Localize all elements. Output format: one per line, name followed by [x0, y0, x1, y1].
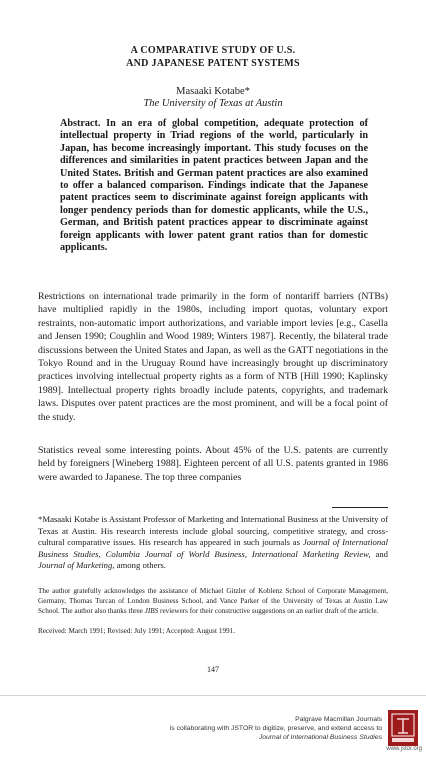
footnote-rule [332, 507, 388, 508]
author-affiliation: The University of Texas at Austin [143, 98, 283, 109]
title-line-2: AND JAPANESE PATENT SYSTEMS [126, 58, 300, 69]
abstract: Abstract. In an era of global competition, adequate protection of intellectual property in Triad regions of the world, particularly in Japan, has become increasingly important. This study focuses on the differences and similarities in patent practices between Japan and the United States. British and German patent practices are also examined to offer a balanced comparison. Findings indicate that the Japanese patent practices seem to discriminate against foreign applicants with longer pendency periods than for domestic applicants, while the U.S., German, and British patent practices appear to discriminate against foreign applicants with lower patent grant ratios than for domestic applicants. [60, 118, 368, 254]
body-paragraph-1: Restrictions on international trade primarily in the form of nontariff barriers (NTBs) have multiplied rapidly in the 1980s, including import quotas, voluntary export restraints, non-automatic import authorizations, and variable import levies [e.g., Casella and Jensen 1990; Coughlin and Wood 1989; Winters 1987]. Recently, the bilateral trade discussions between the United States and Japan, as well as the GATT negotiations in the Tokyo Round and in the Uruguay Round have increasingly brought up discriminatory practices involving intellectual property rights as a form of NTB [Hill 1990; Kaplinsky 1989]. Intellectual property rights broadly include patents, copyrights, and trademark laws. Disputes over patent practices are the most prominent, and will be a focal point of the study. [38, 291, 388, 423]
author-name: Masaaki Kotabe* [176, 86, 250, 97]
author-footnote: *Masaaki Kotabe is Assistant Professor of Marketing and International Business at the University of Texas at Austin. His research interests include global sourcing, competitive strategy, and cross-cultural comparative issues. His research has appeared in such journals as Journal of International Business Studies, Columbia Journal of World Business, International Marketing Review, and Journal of Marketing, among others. [38, 514, 389, 571]
acknowledgment: The author gratefully acknowledges the assistance of Michael Gitzler of Koblenz School of Corporate Management, Germany, Thomas Turcan of London Business School, and Vance Parker of the University of Texas at Austin Law School. The author also thanks three JIBS reviewers for their constructive suggestions on an earlier draft of the article. [38, 587, 388, 615]
jstor-logo-icon [388, 710, 418, 746]
jstor-banner [0, 696, 426, 759]
page-number: 147 [207, 665, 219, 674]
title-line-1: A COMPARATIVE STUDY OF U.S. [130, 45, 296, 56]
body-paragraph-2: Statistics reveal some interesting points. About 45% of the U.S. patents are currently held by foreigners [Wineberg 1988]. Eighteen percent of all U.S. patents granted in 1986 were awarded to Japanese. The top three companies [38, 445, 388, 483]
jstor-url[interactable]: www.jstor.org [386, 746, 422, 752]
jstor-banner-text: Palgrave Macmillan Journals is collaborating with JSTOR to digitize, preserve, and extend access to Journal of International Business Studies [169, 716, 382, 741]
received-dates: Received: March 1991; Revised: July 1991; Accepted: August 1991. [38, 627, 236, 635]
